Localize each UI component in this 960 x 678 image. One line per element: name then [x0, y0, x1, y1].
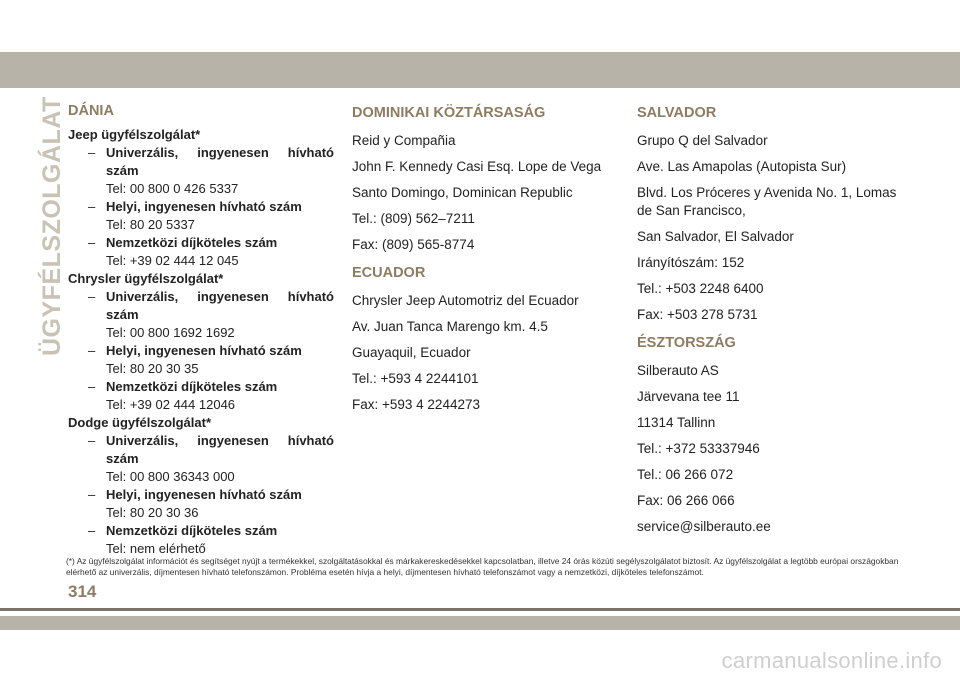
phone-number: Tel: 80 20 30 36	[106, 505, 199, 520]
column-denmark	[68, 100, 334, 558]
phone-number: Tel: 00 800 36343 000	[106, 469, 235, 484]
phone-label: Univerzális, ingyenesen hívható szám	[106, 433, 334, 466]
address-line: Grupo Q del Salvador	[637, 133, 768, 148]
fax-line: Fax: +593 4 2244273	[352, 397, 480, 412]
phone-entry	[68, 144, 334, 198]
side-section-title-text: ÜGYFÉLSZOLGÁLAT	[38, 96, 66, 356]
dash-bullet: –	[88, 145, 96, 160]
phone-label: Helyi, ingyenesen hívható szám	[106, 199, 302, 214]
phone-line: Tel.: 06 266 072	[637, 467, 734, 482]
country-heading-dominican-republic: DOMINIKAI KÖZTÁRSASÁG	[352, 105, 546, 121]
phone-line: Tel.: +372 53337946	[637, 441, 760, 456]
phone-number: Tel: 80 20 30 35	[106, 361, 199, 376]
address-line: 11314 Tallinn	[637, 415, 716, 430]
phone-number: Tel: 80 20 5337	[106, 217, 195, 232]
dash-bullet: –	[88, 235, 96, 250]
page-number: 314	[68, 582, 97, 601]
phone-label: Univerzális, ingyenesen hívható szám	[106, 289, 334, 322]
dash-bullet: –	[88, 289, 96, 304]
phone-entry	[68, 288, 334, 342]
phone-entry	[68, 198, 334, 234]
phone-label: Helyi, ingyenesen hívható szám	[106, 343, 302, 358]
phone-number: Tel: +39 02 444 12 045	[106, 253, 239, 268]
address-line: John F. Kennedy Casi Esq. Lope de Vega	[352, 159, 602, 174]
phone-entry	[68, 486, 334, 522]
service-group-dodge	[68, 414, 334, 558]
address-line: Av. Juan Tanca Marengo km. 4.5	[352, 319, 548, 334]
address-line: Guayaquil, Ecuador	[352, 345, 471, 360]
fax-line: Fax: (809) 565-8774	[352, 237, 475, 252]
phone-label: Univerzális, ingyenesen hívható szám	[106, 145, 334, 178]
address-line: San Salvador, El Salvador	[637, 229, 794, 244]
phone-line: Tel.: (809) 562–7211	[352, 211, 475, 226]
phone-number: Tel: nem elérhető	[106, 541, 206, 556]
bottom-band	[0, 616, 960, 630]
dash-bullet: –	[88, 523, 96, 538]
phone-label: Helyi, ingyenesen hívható szám	[106, 487, 302, 502]
phone-line: Tel.: +593 4 2244101	[352, 371, 479, 386]
phone-entry	[68, 432, 334, 486]
address-line: Santo Domingo, Dominican Republic	[352, 185, 573, 200]
country-heading-estonia: ÉSZTORSZÁG	[637, 335, 736, 351]
top-band	[0, 52, 960, 88]
service-group-jeep	[68, 126, 334, 270]
dash-bullet: –	[88, 379, 96, 394]
fax-line: Fax: +503 278 5731	[637, 307, 758, 322]
phone-entry	[68, 378, 334, 414]
address-line: Reid y Compañia	[352, 133, 456, 148]
service-group-title: Dodge ügyfélszolgálat*	[68, 415, 212, 430]
fax-line: Fax: 06 266 066	[637, 493, 735, 508]
country-heading-ecuador: ECUADOR	[352, 265, 426, 281]
phone-label: Nemzetközi díjköteles szám	[106, 523, 278, 538]
column-dominican-ecuador	[352, 100, 614, 422]
service-group-title: Chrysler ügyfélszolgálat*	[68, 271, 224, 286]
dash-bullet: –	[88, 487, 96, 502]
email-line: service@silberauto.ee	[637, 519, 771, 534]
phone-line: Tel.: +503 2248 6400	[637, 281, 764, 296]
dash-bullet: –	[88, 433, 96, 448]
phone-label: Nemzetközi díjköteles szám	[106, 235, 278, 250]
watermark: carmanualsonline.info	[721, 648, 942, 673]
side-section-title	[24, 96, 66, 356]
service-group-chrysler	[68, 270, 334, 414]
column-salvador-estonia	[637, 100, 907, 544]
phone-label: Nemzetközi díjköteles szám	[106, 379, 278, 394]
country-heading-salvador: SALVADOR	[637, 105, 717, 121]
phone-entry	[68, 342, 334, 378]
phone-entry	[68, 234, 334, 270]
phone-number: Tel: 00 800 0 426 5337	[106, 181, 239, 196]
address-line: Ave. Las Amapolas (Autopista Sur)	[637, 159, 847, 174]
country-heading-denmark: DÁNIA	[68, 103, 114, 119]
address-line: Chrysler Jeep Automotriz del Ecuador	[352, 293, 579, 308]
address-line: Blvd. Los Próceres y Avenida No. 1, Lomas de San Francisco,	[637, 185, 897, 218]
address-line: Silberauto AS	[637, 363, 719, 378]
address-line: Järvevana tee 11	[637, 389, 740, 404]
phone-number: Tel: +39 02 444 12046	[106, 397, 236, 412]
service-group-title: Jeep ügyfélszolgálat*	[68, 127, 201, 142]
bottom-rule	[0, 608, 960, 611]
phone-number: Tel: 00 800 1692 1692	[106, 325, 235, 340]
dash-bullet: –	[88, 199, 96, 214]
postal-code-line: Irányítószám: 152	[637, 255, 745, 270]
footnote: (*) Az ügyfélszolgálat információt és segítséget nyújt a termékekkel, szolgáltatásokkal és márkakereskedésekkel kapcsolatban, illetve 24 órás közúti segélyszolgálatot biztosít. Az ügyfélszolgálat a legtöbb európai országokban elérhető az univerzális, díjmentesen hívható telefonszámon. Probléma esetén hívja a helyi, díjmentesen hívható telefonszámot vagy a nemzetközi, díjköteles telefonszámot.	[66, 556, 899, 577]
dash-bullet: –	[88, 343, 96, 358]
phone-entry	[68, 522, 334, 558]
